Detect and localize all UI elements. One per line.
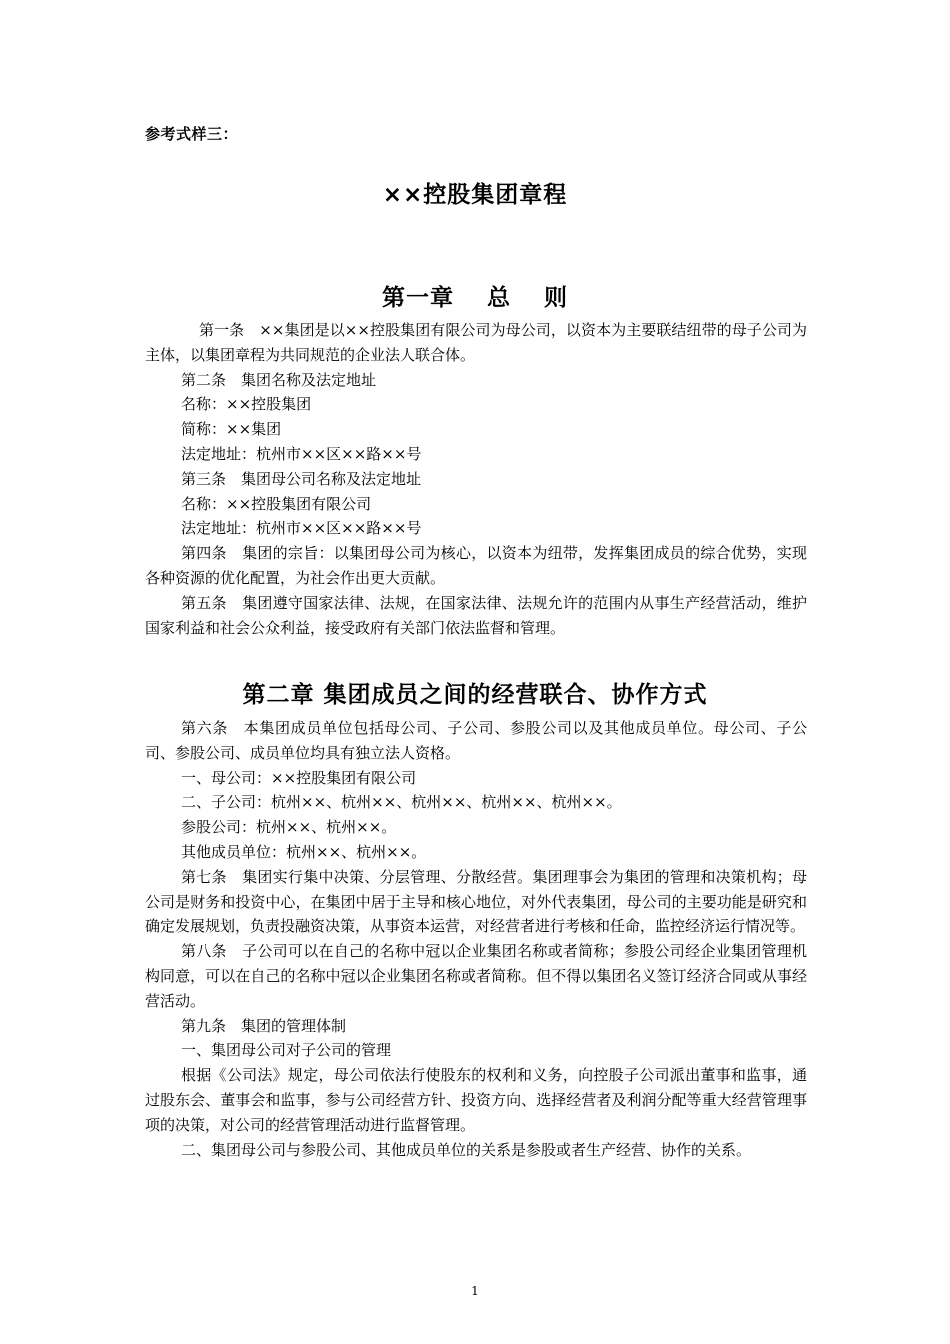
paragraph: 名称：××控股集团 [181,395,312,414]
paragraph: 第七条 集团实行集中决策、分层管理、分散经营。集团理事会为集团的管理和决策机构；母公司是财务和投资中心，在集团中居于主导和核心地位，对外代表集团，母公司的主要功能是研究和确定发展规划，负责投融资决策，从事资本运营，对经营者进行考核和任命，监控经济运行情况等。 [145,867,807,936]
reference-label: 参考式样三： [145,125,239,143]
paragraph: 第八条 子公司可以在自己的名称中冠以企业集团名称或者简称；参股公司经企业集团管理机构同意，可以在自己的名称中冠以企业集团名称或者简称。但不得以集团名义签订经济合同或从事经营活动。 [145,942,807,1010]
paragraph: 第四条 集团的宗旨：以集团母公司为核心，以资本为纽带，发挥集团成员的综合优势，实现各种资源的优化配置，为社会作出更大贡献。 [145,544,807,587]
paragraph: 简称：××集团 [181,420,282,439]
document-title: ××控股集团章程 [382,182,568,208]
paragraph: 二、子公司：杭州××、杭州××、杭州××、杭州××、杭州××。 [181,793,622,812]
chapter-2-body [145,716,807,1162]
paragraph: 二、集团母公司与参股公司、其他成员单位的关系是参股或者生产经营、协作的关系。 [181,1140,752,1159]
paragraph: 第二条 集团名称及法定地址 [181,370,377,389]
chapter-1-body [145,318,807,640]
paragraph: 法定地址：杭州市××区××路××号 [181,519,422,538]
chapter-2-title: 第二章 集团成员之间的经营联合、协作方式 [242,682,708,708]
paragraph: 参股公司：杭州××、杭州××。 [181,818,397,837]
paragraph: 法定地址：杭州市××区××路××号 [181,444,422,463]
paragraph: 根据《公司法》规定，母公司依法行使股东的权利和义务，向控股子公司派出董事和监事，通过股东会、董事会和监事，参与公司经营方针、投资方向、选择经营者及利润分配等重大经营管理事项的决策，对公司的经营管理活动进行监督管理。 [145,1066,807,1134]
paragraph: 其他成员单位：杭州××、杭州××。 [181,842,427,861]
paragraph: 名称：××控股集团有限公司 [181,494,372,513]
paragraph: 第一条 ××集团是以××控股集团有限公司为母公司，以资本为主要联结纽带的母子公司为主体，以集团章程为共同规范的企业法人联合体。 [145,321,807,364]
paragraph: 一、集团母公司对子公司的管理 [181,1041,392,1060]
paragraph: 第三条 集团母公司名称及法定地址 [181,469,422,488]
page-number: 1 [471,1284,479,1298]
paragraph: 第五条 集团遵守国家法律、法规，在国家法律、法规允许的范围内从事生产经营活动，维护国家利益和社会公众利益，接受政府有关部门依法监督和管理。 [145,593,807,637]
paragraph: 一、母公司：××控股集团有限公司 [181,768,417,787]
paragraph: 第九条 集团的管理体制 [181,1016,347,1035]
paragraph: 第六条 本集团成员单位包括母公司、子公司、参股公司以及其他成员单位。母公司、子公司、参股公司、成员单位均具有独立法人资格。 [145,719,807,762]
chapter-1-title: 第一章 总 则 [381,285,568,311]
